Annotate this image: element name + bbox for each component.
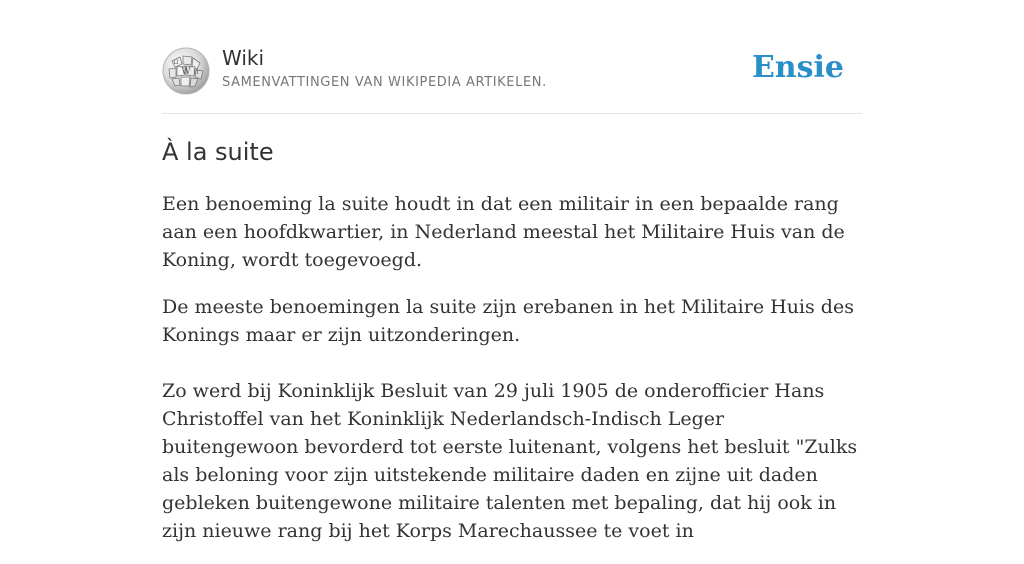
svg-text:W: W xyxy=(181,67,191,77)
article-paragraph: De meeste benoemingen la suite zijn erebanen in het Militaire Huis des Konings maar er zijn uitzonderingen. xyxy=(162,296,854,346)
wikipedia-globe-icon[interactable] xyxy=(162,47,210,95)
site-name[interactable]: Wiki xyxy=(222,46,265,70)
page-title: À la suite xyxy=(162,138,274,166)
paragraph-spacer xyxy=(162,349,862,377)
site-header xyxy=(162,44,862,100)
article-paragraph: Een benoeming la suite houdt in dat een militair in een bepaalde rang aan een hoofdkwartier, in Nederland meestal het Militaire Huis van de Koning, wordt toegevoegd. xyxy=(162,193,845,271)
brand-logo-link[interactable]: Ensie xyxy=(751,50,844,85)
article-paragraph: Zo werd bij Koninklijk Besluit van 29 juli 1905 de onderofficier Hans Christoffel van het Koninklijk Nederlandsch-Indisch Leger buitengewoon bevorderd tot eerste luitenant, volgens het besluit "Zulks als beloning voor zijn uitstekende militaire daden en zijne uit daden gebleken buitengewone militaire talenten met bepaling, dat hij ook in zijn nieuwe rang bij het Korps Marechaussee te voet in xyxy=(162,380,858,542)
svg-text:Ω: Ω xyxy=(173,59,179,66)
site-tagline: SAMENVATTINGEN VAN WIKIPEDIA ARTIKELEN. xyxy=(222,75,547,90)
article-body xyxy=(162,190,862,564)
svg-text:И: И xyxy=(193,69,199,76)
header-divider xyxy=(162,113,862,114)
